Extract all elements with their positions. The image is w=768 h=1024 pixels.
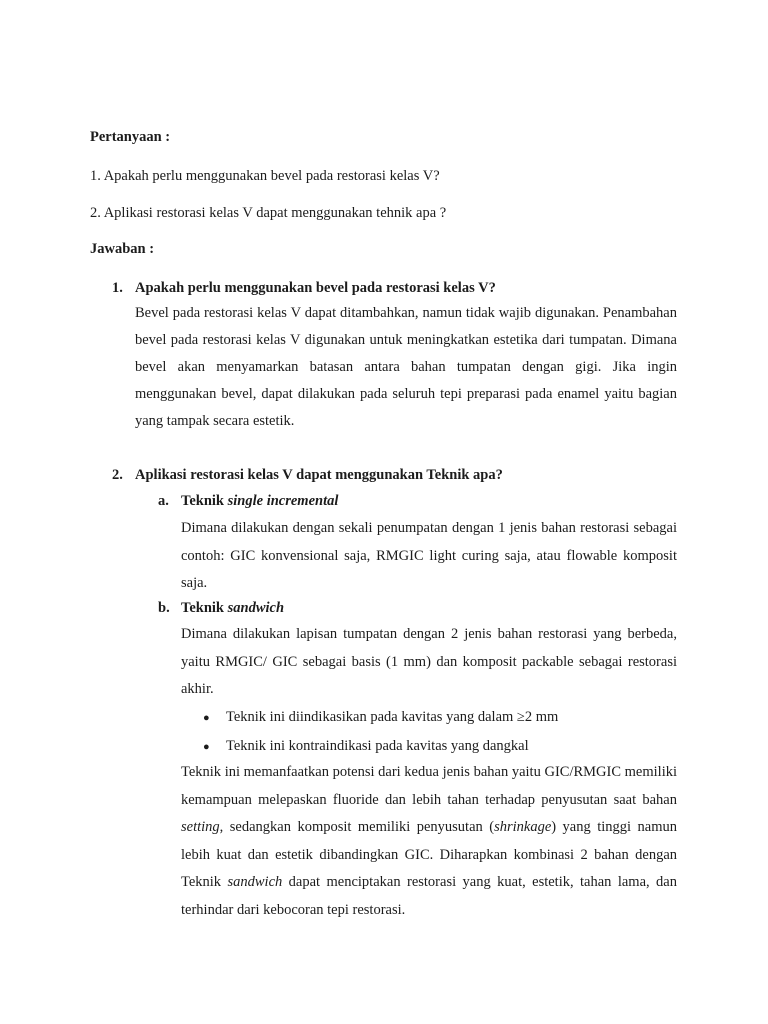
item-b-title-italic: sandwich xyxy=(227,600,285,616)
answer-1-title: Apakah perlu menggunakan bevel pada restorasi kelas V? xyxy=(135,280,496,296)
answers-label: Jawaban : xyxy=(90,241,155,257)
closing-italic-setting: setting xyxy=(181,819,220,835)
closing-text-1: Teknik ini memanfaatkan potensi dari kedua jenis bahan yaitu GIC/RMGIC memiliki kemampuan melepaskan fluoride dan lebih tahan terhadap penyusutan saat bahan xyxy=(181,764,677,808)
closing-italic-shrinkage: shrinkage xyxy=(494,819,552,835)
question-2: 2. Aplikasi restorasi kelas V dapat menggunakan tehnik apa ? xyxy=(90,205,447,221)
item-a-title-italic: single incremental xyxy=(227,493,339,509)
question-1: 1. Apakah perlu menggunakan bevel pada restorasi kelas V? xyxy=(90,168,440,184)
item-b-closing xyxy=(181,759,677,924)
item-b-bullet-1: Teknik ini diindikasikan pada kavitas yang dalam ≥2 mm xyxy=(226,709,559,725)
item-a-title-prefix: Teknik xyxy=(181,493,224,509)
closing-text-3: ) yang tinggi namun lebih kuat dan estetik dibandingkan GIC. Diharapkan kombinasi 2 bahan dengan Teknik xyxy=(181,819,677,890)
item-b-title xyxy=(181,600,284,617)
item-a-label: a. xyxy=(158,493,169,509)
bullet-icon: ● xyxy=(203,741,210,753)
questions-label: Pertanyaan : xyxy=(90,129,171,145)
closing-italic-sandwich: sandwich xyxy=(227,874,283,890)
closing-text-4: dapat menciptakan restorasi yang kuat, estetik, tahan lama, dan terhindar dari kebocoran tepi restorasi. xyxy=(181,874,677,918)
answer-2-title: Aplikasi restorasi kelas V dapat menggunakan Teknik apa? xyxy=(135,467,503,483)
answer-1-body: Bevel pada restorasi kelas V dapat ditambahkan, namun tidak wajib digunakan. Penambahan bevel pada restorasi kelas V digunakan untuk meningkatkan estetika dari tumpatan. Dimana bevel akan menyamarkan batasan antara bahan tumpatan dengan gigi. Jika ingin menggunakan bevel, dapat dilakukan pada seluruh tepi preparasi pada enamel yaitu bagian yang tampak secara estetik. xyxy=(135,305,677,429)
item-a-body: Dimana dilakukan dengan sekali penumpatan dengan 1 jenis bahan restorasi sebagai contoh: GIC konvensional saja, RMGIC light curing saja, atau flowable komposit saja. xyxy=(181,520,677,591)
item-b-body: Dimana dilakukan lapisan tumpatan dengan 2 jenis bahan restorasi yang berbeda, yaitu RMGIC/ GIC sebagai basis (1 mm) dan komposit packable sebagai restorasi akhir. xyxy=(181,626,677,697)
item-b-bullet-2: Teknik ini kontraindikasi pada kavitas yang dangkal xyxy=(226,738,529,754)
answer-2-number: 2. xyxy=(112,467,123,483)
item-b-title-prefix: Teknik xyxy=(181,600,224,616)
bullet-icon: ● xyxy=(203,712,210,724)
item-a-title xyxy=(181,493,338,510)
item-b-label: b. xyxy=(158,600,170,616)
closing-text-2: , sedangkan komposit memiliki penyusutan ( xyxy=(219,819,495,835)
answer-1-number: 1. xyxy=(112,280,123,296)
